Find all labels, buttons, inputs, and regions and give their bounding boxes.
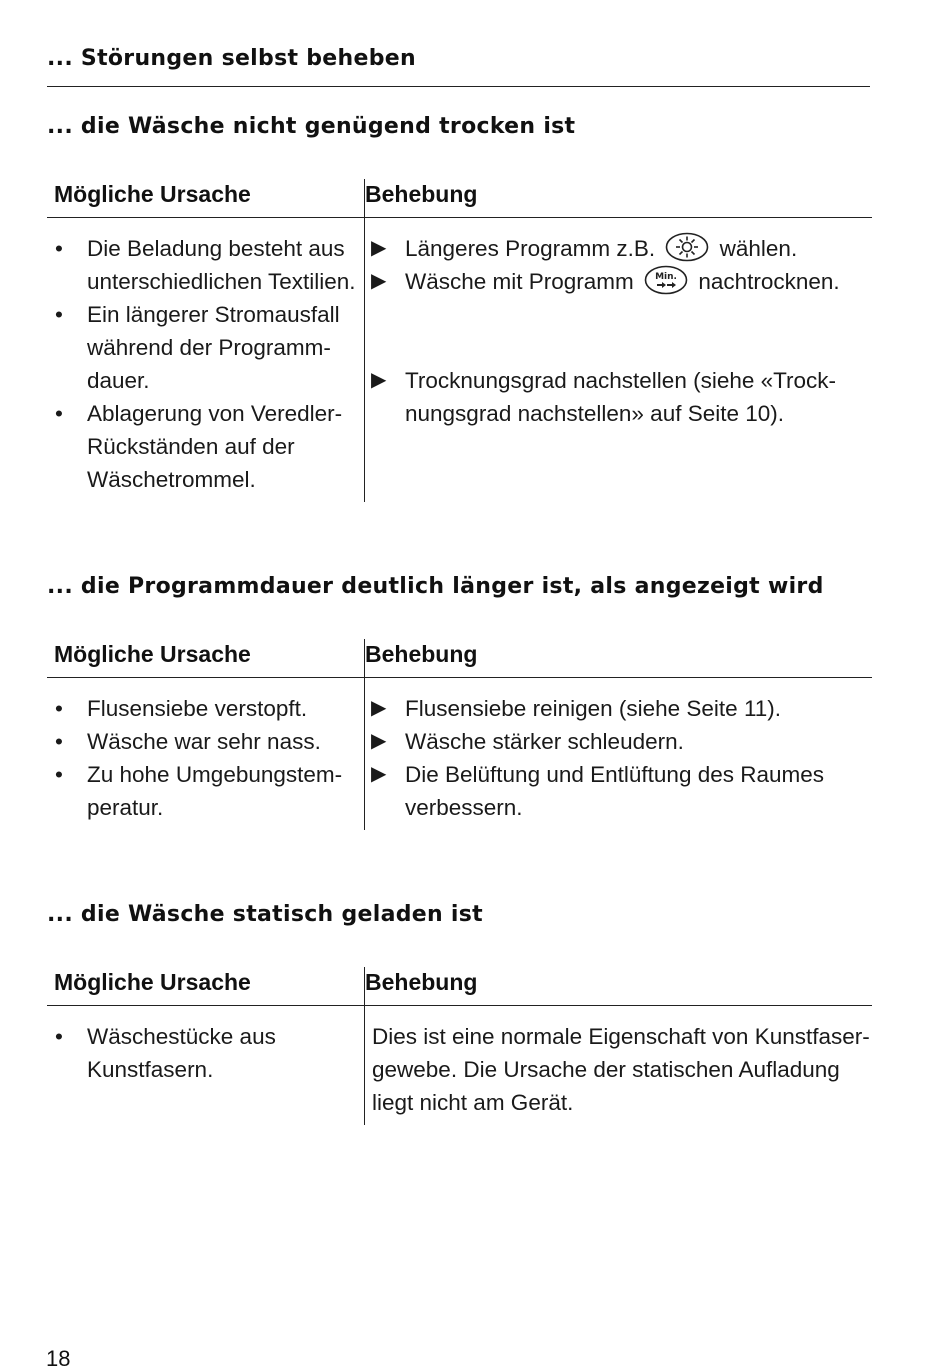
fix-text: wählen. <box>719 236 798 261</box>
bullet-icon: • <box>55 236 63 261</box>
header-fix: Behebung <box>365 641 478 667</box>
fix-item <box>371 758 865 824</box>
fix-item <box>371 725 872 758</box>
fix-column <box>365 1020 872 1119</box>
bullet-icon: • <box>55 401 63 426</box>
cause-item <box>47 298 357 397</box>
troubleshooting-table <box>47 179 872 502</box>
table-header <box>47 639 872 678</box>
bullet-icon: • <box>55 1024 63 1049</box>
section-title: ... die Wäsche nicht genügend trocken ist <box>47 114 576 139</box>
cause-text: Flusensiebe verstopft. <box>87 696 308 721</box>
fix-text: Wäsche stärker schleudern. <box>405 729 684 754</box>
min-timer-icon <box>644 265 688 295</box>
bullet-icon: • <box>55 696 63 721</box>
table-body <box>47 218 872 502</box>
cause-column <box>47 692 365 824</box>
bullet-icon: • <box>55 302 63 327</box>
header-cause: Mögliche Ursache <box>54 969 251 995</box>
arrow-right-icon: ▶ <box>371 730 387 752</box>
bullet-icon: • <box>55 729 63 754</box>
cause-text: Ein längerer Stromausfall während der Programm-dauer. <box>87 302 340 393</box>
arrow-right-icon: ▶ <box>371 369 387 391</box>
table-header <box>47 967 872 1006</box>
header-cause: Mögliche Ursache <box>54 181 251 207</box>
header-cause: Mögliche Ursache <box>54 641 251 667</box>
cause-item <box>47 758 387 824</box>
fix-item <box>371 232 872 265</box>
header-fix: Behebung <box>365 181 478 207</box>
header-fix: Behebung <box>365 969 478 995</box>
cause-text: Zu hohe Umgebungstem-peratur. <box>87 762 343 820</box>
section-long-duration <box>47 572 872 830</box>
cause-text: Wäschestücke aus Kunstfasern. <box>87 1024 276 1082</box>
cause-item <box>47 232 405 298</box>
cause-text: Wäsche war sehr nass. <box>87 729 321 754</box>
cause-item <box>47 1020 347 1086</box>
extra-dry-icon <box>665 232 709 262</box>
fix-column <box>365 232 872 496</box>
fix-text: Flusensiebe reinigen (siehe Seite 11). <box>405 696 782 721</box>
arrow-right-icon: ▶ <box>371 237 387 259</box>
fix-text: Dies ist eine normale Eigenschaft von Kunstfaser-gewebe. Die Ursache der statischen Aufladung liegt nicht am Gerät. <box>372 1024 870 1115</box>
cause-text: Die Beladung besteht aus unterschiedlichen Textilien. <box>87 236 356 294</box>
section-title: ... die Programmdauer deutlich länger ist, als angezeigt wird <box>47 574 824 599</box>
page-title: ... Störungen selbst beheben <box>47 46 416 71</box>
fix-column <box>365 692 872 824</box>
table-header <box>47 179 872 218</box>
bullet-icon: • <box>55 762 63 787</box>
column-divider <box>364 967 365 1125</box>
fix-text: Trocknungsgrad nachstellen (siehe «Trock-nungsgrad nachstellen» auf Seite 10). <box>405 368 837 426</box>
fix-item <box>371 364 872 430</box>
fix-text: Längeres Programm z.B. <box>405 236 656 261</box>
section-static-charge <box>47 900 872 1125</box>
arrow-right-icon: ▶ <box>371 763 387 785</box>
cause-text: Ablagerung von Veredler-Rückständen auf der Wäschetrommel. <box>87 401 343 492</box>
cause-column <box>47 232 365 496</box>
page-number: 18 <box>46 1346 71 1371</box>
section-not-dry <box>47 112 872 502</box>
fix-text: Wäsche mit Programm <box>405 269 634 294</box>
table-body <box>47 1006 872 1125</box>
cause-column <box>47 1020 365 1119</box>
cause-item <box>47 397 367 496</box>
cause-item <box>47 725 365 758</box>
fix-text: Die Belüftung und Entlüftung des Raumes verbessern. <box>405 762 825 820</box>
page-header <box>47 44 870 87</box>
troubleshooting-table <box>47 967 872 1125</box>
fix-item <box>371 265 872 298</box>
arrow-right-icon: ▶ <box>371 697 387 719</box>
fix-item <box>371 692 872 725</box>
fix-text: nachtrocknen. <box>698 269 840 294</box>
min-label: Min. <box>655 272 677 283</box>
cause-item <box>47 692 365 725</box>
section-title: ... die Wäsche statisch geladen ist <box>47 902 483 927</box>
troubleshooting-table <box>47 639 872 830</box>
table-body <box>47 678 872 830</box>
arrow-right-icon: ▶ <box>371 270 387 292</box>
